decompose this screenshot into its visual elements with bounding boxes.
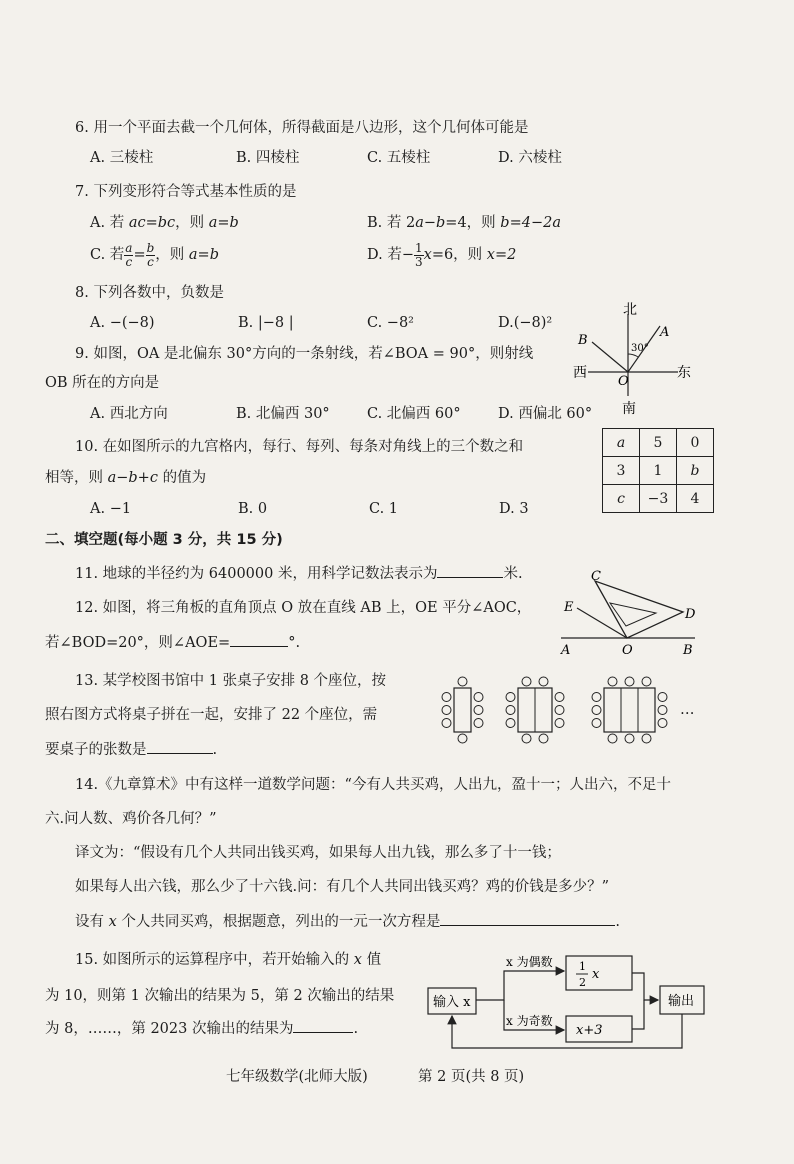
q8-option-b: B. |−8 | [238,315,294,331]
table-group [604,688,655,732]
q15-line3: 为 8，……，第 2023 次输出的结果为 . [45,1018,358,1039]
q8-option-d: D.(−8)² [498,315,553,331]
output-label: 输出 [668,994,695,1009]
odd-operation-label: x+3 [576,1023,603,1038]
west-label: 西 [573,365,587,381]
grid-row [603,429,714,457]
q7-option-a: A. 若 ac=bc，则 a=b [90,215,239,231]
q6-option-a: A. 三棱柱 [90,150,154,166]
angle-label: 30° [631,343,649,354]
point-c-label: C [591,569,601,584]
grid-cell: 1 [640,457,677,485]
seat [555,719,564,728]
q10-option-c: C. 1 [369,501,399,517]
triangle-ruler-inner [610,603,656,626]
q8-option-c: C. −8² [367,315,414,331]
seat [442,693,451,702]
north-label: 北 [623,302,637,318]
q13-stem-line2: 照右图方式将桌子拼在一起，安排了 22 个座位，需 [45,707,378,723]
q9-option-c: C. 北偏西 60° [367,406,461,422]
seat [608,677,617,686]
answer-blank[interactable] [440,911,615,926]
half-denominator: 2 [579,976,586,989]
seat [625,677,634,686]
q7-option-b: B. 若 2a−b=4，则 b=4−2a [367,215,561,231]
input-label: 输入 x [433,995,471,1010]
q13-stem-line3: 要桌子的张数是 . [45,739,217,760]
footer-page: 第 2 页(共 8 页) [418,1069,525,1085]
q10-option-d: D. 3 [499,501,529,517]
seat [539,734,548,743]
seat [642,677,651,686]
section-heading: 二、填空题(每小题 3 分，共 15 分) [45,532,283,548]
seat [506,693,515,702]
q7-option-c: C. 若 $\frac{a}{c}$ = $\frac{b}{c}$ ，则 a=b [90,240,219,269]
q14-line1: 14.《九章算术》中有这样一道数学问题：“今有人共买鸡，人出九，盈十一；人出六，不足十 [75,777,671,793]
fraction-a-over-c: $\frac{a}{c}$ [125,240,133,269]
q8-option-a: A. −(−8) [90,315,155,331]
q6-option-b: B. 四棱柱 [236,150,300,166]
q14-line5: 设有 x 个人共同买鸡，根据题意，列出的一元一次方程是 . [75,911,620,932]
grid-cell: c [603,485,640,513]
grid-cell: 5 [640,429,677,457]
grid-cell: a [603,429,640,457]
seat [592,719,601,728]
point-a-label: A [561,643,571,658]
magic-square-grid [602,428,714,513]
seat [458,677,467,686]
q12-stem-line1: 12. 如图，将三角板的直角顶点 O 放在直线 AB 上，OE 平分∠AOC， [75,600,532,616]
seat [522,677,531,686]
footer-subject: 七年级数学(北师大版) [226,1069,368,1085]
q9-option-d: D. 西偏北 60° [498,406,593,422]
fraction-b-over-c: $\frac{b}{c}$ [146,240,155,269]
seat [658,693,667,702]
odd-to-output [632,1000,644,1029]
q9-stem-line2: OB 所在的方向是 [45,375,160,391]
seat [555,706,564,715]
seat [442,719,451,728]
q8-stem: 8. 下列各数中，负数是 [75,285,224,301]
q10-option-a: A. −1 [90,501,132,517]
tables-figure [436,674,706,748]
grid-cell: 3 [603,457,640,485]
seat [474,693,483,702]
answer-blank[interactable] [437,563,503,578]
point-d-label: D [685,607,696,622]
answer-blank[interactable] [147,739,213,754]
point-o-label: O [622,643,633,658]
seat [625,734,634,743]
seat [442,706,451,715]
even-condition-label: x 为偶数 [506,955,553,969]
grid-cell: 4 [677,485,714,513]
table-group [454,688,471,732]
seat [506,719,515,728]
seat [506,706,515,715]
seat [642,734,651,743]
seat [555,693,564,702]
q12-stem-line2: 若∠BOD=20°，则∠AOE= °. [45,632,300,653]
q7-stem: 7. 下列变形符合等式基本性质的是 [75,184,297,200]
seat [474,719,483,728]
half-numerator: 1 [579,960,586,973]
q11-stem: 11. 地球的半径约为 6400000 米，用科学记数法表示为 米. [75,563,523,584]
seat [592,706,601,715]
ray-oe [577,608,627,638]
q10-stem-line2: 相等，则 a−b+c 的值为 [45,470,207,486]
half-variable: x [592,967,600,982]
q14-line2: 六.问人数、鸡价各几何？” [45,811,217,827]
seat [458,734,467,743]
grid-row [603,457,714,485]
seat [522,734,531,743]
q13-stem-line1: 13. 某学校图书馆中 1 张桌子安排 8 个座位，按 [75,673,387,689]
seat [608,734,617,743]
grid-row [603,485,714,513]
grid-cell: −3 [640,485,677,513]
south-label: 南 [622,401,636,417]
grid-cell: b [677,457,714,485]
seat [474,706,483,715]
q10-stem-line1: 10. 在如图所示的九宫格内，每行、每列、每条对角线上的三个数之和 [75,439,524,455]
triangle-ruler-figure [555,568,705,660]
even-arrow [476,971,564,1000]
q7-option-d: D. 若− $\frac{1}{3}$ x=6，则 x=2 [367,240,517,269]
grid-cell: 0 [677,429,714,457]
point-o-label: O [618,374,629,389]
q6-stem: 6. 用一个平面去截一个几何体，所得截面是八边形，这个几何体可能是 [75,120,529,136]
point-b-label: B [683,643,693,658]
q6-option-d: D. 六棱柱 [498,150,562,166]
q10-option-b: B. 0 [238,501,268,517]
ray-ob [592,342,628,372]
even-to-output [632,973,658,1000]
answer-blank[interactable] [230,632,288,647]
q9-option-a: A. 西北方向 [90,406,168,422]
seat [592,693,601,702]
fraction-one-third: $\frac{1}{3}$ [414,240,423,269]
ellipsis: … [680,702,695,718]
q9-stem-line1: 9. 如图，OA 是北偏东 30°方向的一条射线，若∠BOA = 90°，则射线 [75,346,534,362]
point-a-label: A [660,325,670,340]
loop-back-arrow [452,1014,682,1048]
seat [658,719,667,728]
q6-option-c: C. 五棱柱 [367,150,431,166]
q14-line4: 如果每人出六钱，那么少了十六钱.问：有几个人共同出钱买鸡？鸡的价钱是多少？” [75,879,610,895]
q9-option-b: B. 北偏西 30° [236,406,330,422]
q15-line2: 为 10，则第 1 次输出的结果为 5，第 2 次输出的结果 [45,988,395,1004]
angle-arc [628,354,638,357]
q15-line1: 15. 如图所示的运算程序中，若开始输入的 x 值 [75,952,382,968]
compass-figure [560,296,710,418]
seat [539,677,548,686]
point-b-label: B [578,333,588,348]
seat [658,706,667,715]
q14-line3: 译文为：“假设有几个人共同出钱买鸡，如果每人出九钱，那么多了十一钱； [75,845,561,861]
answer-blank[interactable] [293,1018,353,1033]
east-label: 东 [677,365,691,381]
point-e-label: E [564,600,574,615]
flowchart-figure [424,950,714,1052]
odd-condition-label: x 为奇数 [506,1014,553,1028]
